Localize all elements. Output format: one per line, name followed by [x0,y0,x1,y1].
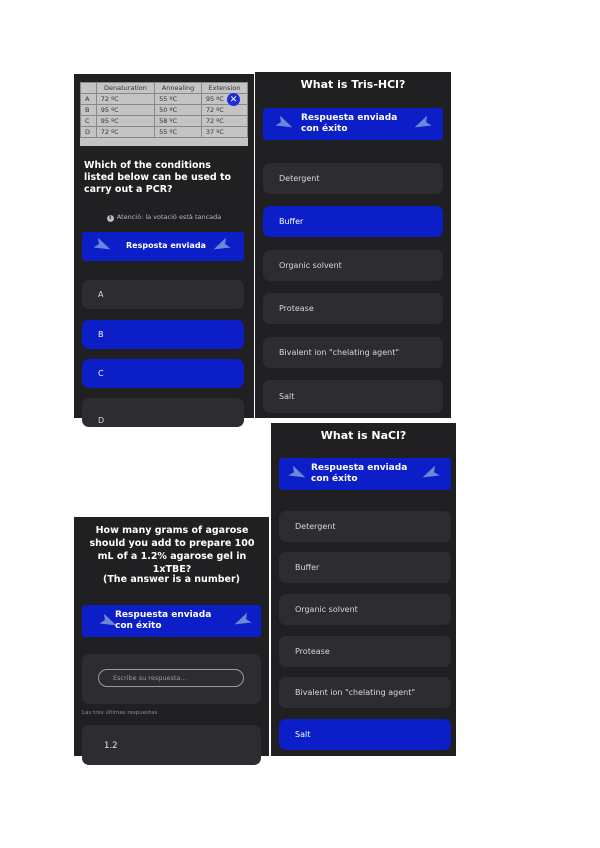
agarose-question-text: How many grams of agarose should you add to prepare 100 mL of a 1.2% agarose gel in 1xTBE? [89,525,255,575]
table-row [81,116,248,127]
table-row [81,94,248,105]
table-cell: B [81,105,97,116]
submitted-answer-card [82,725,261,765]
nacl-question-text: What is NaCl? [320,429,407,442]
pcr-conditions-table-image [80,82,248,146]
response-sent-banner [82,605,261,637]
answer-option-buffer[interactable]: Buffer [279,552,451,583]
table-cell: 72 ºC [201,105,247,116]
table-cell: 95 ºC [96,116,154,127]
answer-option-bivalent-ion[interactable]: Bivalent ion "chelating agent" [279,677,451,708]
response-sent-label: Respuesta enviada con éxito [115,610,212,631]
paper-plane-icon [94,238,112,254]
table-cell: D [81,127,97,138]
paper-plane-icon [276,116,294,132]
submitted-answer-value: 1.2 [104,741,118,751]
table-header-row [81,83,248,94]
answer-option-buffer[interactable]: Buffer [263,206,443,237]
table-cell: 95 ºC [201,94,247,105]
paper-plane-icon [233,613,251,629]
table-cell: 72 ºC [96,127,154,138]
answer-option-bivalent-ion[interactable]: Bivalent ion "chelating agent" [263,337,443,368]
table-cell: 55 ºC [155,94,202,105]
answer-option-detergent[interactable]: Detergent [263,163,443,194]
nacl-question-panel [271,423,456,756]
table-header-cell [81,83,97,94]
answer-option-d[interactable]: D [82,398,244,427]
table-cell: 72 ºC [96,94,154,105]
paper-plane-icon [421,466,439,482]
table-cell: 95 ºC [96,105,154,116]
pcr-question-panel [74,74,254,425]
table-row [81,127,248,138]
response-sent-label: Resposta enviada [126,241,206,250]
response-sent-banner [279,458,451,490]
paper-plane-icon [413,116,431,132]
table-cell: 72 ºC [201,116,247,127]
close-image-button[interactable] [227,93,240,106]
voting-closed-notice [74,213,254,222]
answer-input-field[interactable] [98,669,244,687]
last-responses-label: Las tres últimas respuestas [82,710,158,716]
table-header-cell: Annealing [155,83,202,94]
answer-option-organic-solvent[interactable]: Organic solvent [263,250,443,281]
table-row [81,105,248,116]
answer-option-a[interactable]: A [82,280,244,309]
pcr-conditions-table [80,82,248,138]
answer-format-note: (The answer is a number) [102,574,240,585]
table-cell: 37 ºC [201,127,247,138]
response-sent-label: Respuesta enviada con éxito [311,463,408,484]
table-header-cell: Extension [201,83,247,94]
answer-option-organic-solvent[interactable]: Organic solvent [279,594,451,625]
answer-option-salt[interactable]: Salt [263,380,443,413]
answer-option-c[interactable]: C [82,359,244,388]
paper-plane-icon [289,466,307,482]
response-sent-banner [82,232,244,261]
table-cell: 55 ºC [155,127,202,138]
close-icon: ✕ [229,94,238,105]
answer-option-salt[interactable]: Salt [279,719,451,750]
table-cell: C [81,116,97,127]
info-icon: i [107,215,114,222]
answer-input-placeholder: Escribe su respuesta... [113,674,187,682]
answer-option-protease[interactable]: Protease [263,293,443,324]
paper-plane-icon [212,238,230,254]
table-cell: 58 ºC [155,116,202,127]
answer-option-protease[interactable]: Protease [279,636,451,667]
table-cell: 50 ºC [155,105,202,116]
table-cell: A [81,94,97,105]
answer-input-card [82,654,261,704]
response-sent-label: Respuesta enviada con éxito [301,113,398,134]
answer-option-b[interactable]: B [82,320,244,349]
table-header-cell: Denaturation [96,83,154,94]
response-sent-banner [263,108,443,140]
pcr-question-text: Which of the conditions listed below can be used to carry out a PCR? [84,160,232,195]
voting-closed-text: Atenció: la votació està tancada [116,213,222,221]
tris-question-text: What is Tris-HCl? [300,78,406,91]
agarose-question-panel [74,517,269,756]
tris-question-panel [255,72,451,418]
answer-option-detergent[interactable]: Detergent [279,511,451,542]
